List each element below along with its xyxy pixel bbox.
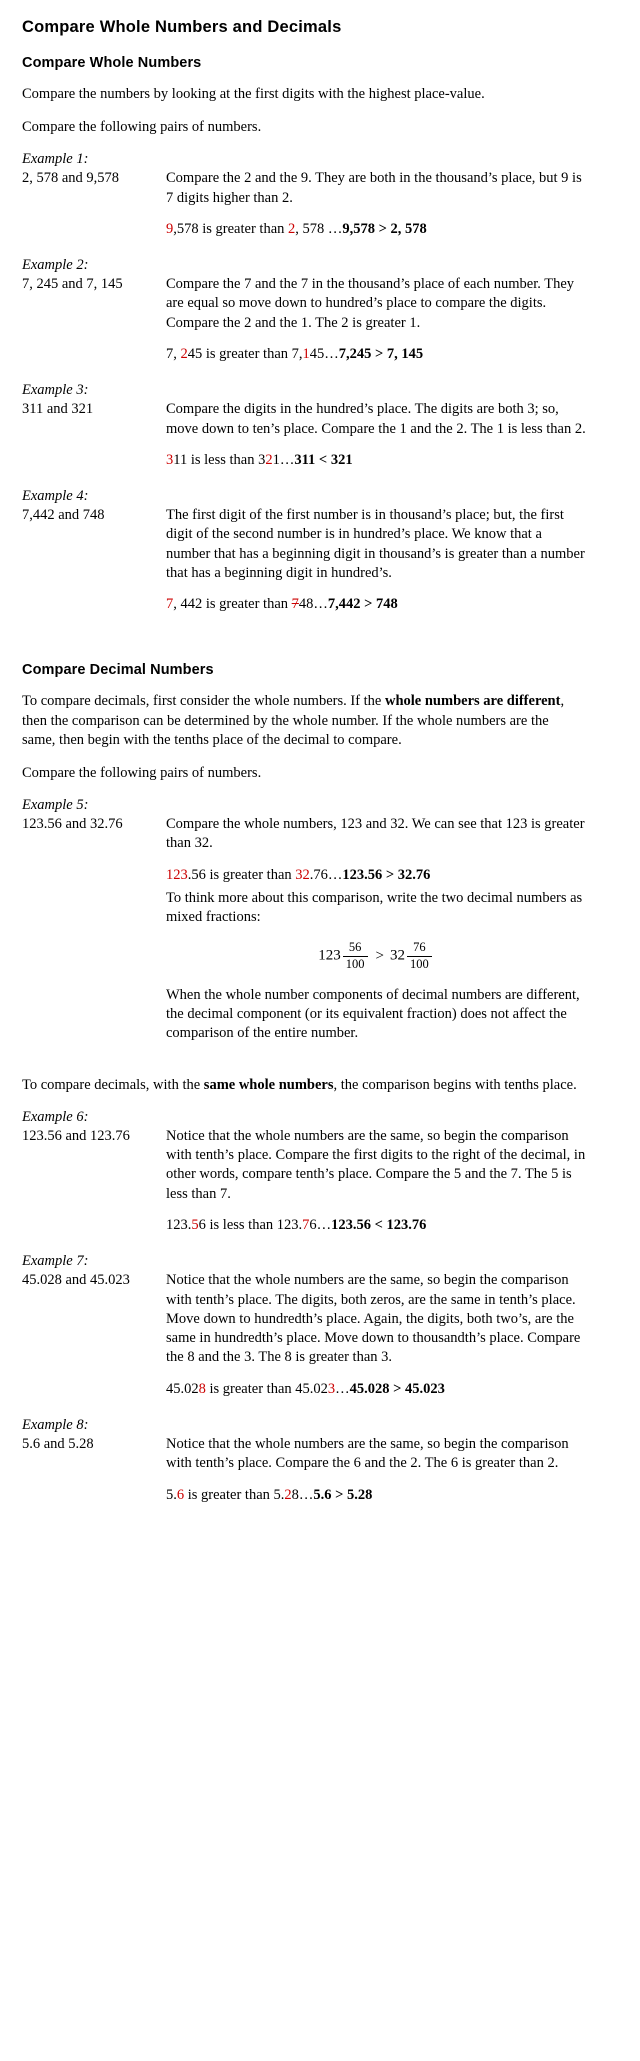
answer-segment: 7 — [166, 596, 174, 613]
answer-strikethrough: 7 — [291, 596, 299, 613]
example-explanation: Notice that the whole numbers are the same, so begin the comparison with tenth’s place. Compare the first digits to the right of the decimal, in other words, compare tenth’s place. Compare the 5 and the 7. The 5 is less than 7. — [166, 1127, 586, 1202]
answer-segment: 2 — [265, 451, 273, 468]
decimal-intro-paragraph-2: Compare the following pairs of numbers. — [22, 764, 262, 781]
example-answer — [166, 345, 586, 364]
answer-segment: ,578 is greater than — [173, 220, 289, 237]
text-emphasis: whole numbers are different — [384, 693, 561, 710]
same-whole-numbers-note — [22, 1076, 582, 1095]
fraction-left-whole: 123 — [318, 947, 341, 964]
example-answer — [166, 595, 586, 614]
example-7 — [22, 1253, 622, 1403]
answer-segment: 11 is less than 3 — [173, 451, 266, 468]
example-2 — [22, 257, 622, 368]
example-label: Example 6: — [22, 1108, 89, 1125]
example-numbers: 5.6 and 5.28 — [22, 1435, 94, 1452]
example-explanation: Compare the 7 and the 7 in the thousand’s place of each number. They are equal so move down to hundred’s place to compare the digits. Compare the 2 and the 1. The 2 is greater 1. — [166, 276, 575, 331]
text-segment: , the comparison begins with tenths place. — [333, 1076, 577, 1093]
answer-result: 7,442 > 748 — [327, 596, 398, 613]
answer-segment: .76… — [309, 866, 343, 883]
answer-segment: 5. — [166, 1486, 177, 1503]
example-answer — [166, 1216, 586, 1235]
answer-segment: .56 is greater than — [187, 866, 296, 883]
fraction-right — [407, 941, 432, 972]
example-explanation: Notice that the whole numbers are the same, so begin the comparison with tenth’s place. The digits, both zeros, are the same in tenth’s place. Move down to hundredth’s place. Again, the digits, both two’s, are the same in hundredth’s place. Move down to thousandth’s place. Compare the 8 and the 3. The 8 is greater than 3. — [166, 1272, 581, 1366]
answer-result: 123.56 > 32.76 — [342, 866, 431, 883]
intro-paragraph-2: Compare the following pairs of numbers. — [22, 119, 262, 136]
answer-segment: 6 — [176, 1486, 185, 1503]
fraction-right-whole: 32 — [389, 947, 405, 964]
fraction-denominator: 100 — [409, 957, 429, 972]
example-explanation: Compare the whole numbers, 123 and 32. We can see that 123 is greater than 32. — [166, 815, 585, 852]
answer-segment: 3 — [166, 451, 174, 468]
example-numbers: 7, 245 and 7, 145 — [22, 276, 123, 293]
example-followup-text: To think more about this comparison, write the two decimal numbers as mixed fractions: — [166, 889, 583, 926]
example-numbers: 311 and 321 — [22, 401, 94, 418]
answer-segment: is greater than 45.02 — [205, 1380, 328, 1397]
section-heading-whole-numbers: Compare Whole Numbers — [22, 55, 202, 71]
example-4 — [22, 488, 622, 618]
answer-result: 9,578 > 2, 578 — [342, 220, 427, 237]
example-explanation: Compare the 2 and the 9. They are both in the thousand’s place, but 9 is 7 digits higher than 2. — [166, 170, 582, 206]
example-3 — [22, 382, 622, 474]
answer-result: 5.6 > 5.28 — [313, 1486, 373, 1503]
answer-segment: 2 — [284, 1486, 292, 1503]
answer-segment: 48… — [298, 596, 328, 613]
answer-result: 45.028 > 45.023 — [349, 1380, 445, 1397]
text-segment: To compare decimals, with the — [22, 1076, 204, 1093]
example-explanation: Compare the digits in the hundred’s place. The digits are both 3; so, move down to ten’s place. Compare the 1 and the 2. The 1 is less than 2. — [166, 401, 586, 437]
answer-segment: is greater than 5. — [184, 1486, 285, 1503]
example-8 — [22, 1417, 622, 1509]
example-numbers: 2, 578 and 9,578 — [22, 170, 120, 187]
text-emphasis: same whole numbers — [203, 1076, 334, 1093]
answer-segment: 1… — [272, 451, 295, 468]
answer-segment: 7, — [166, 345, 181, 362]
answer-segment: 45 is greater than 7, — [187, 345, 303, 362]
answer-segment: 8 — [198, 1380, 206, 1397]
answer-segment: 1 — [302, 345, 310, 362]
answer-segment: 2 — [288, 220, 296, 237]
example-label: Example 3: — [22, 382, 89, 399]
example-numbers: 123.56 and 32.76 — [22, 815, 123, 832]
example-answer — [166, 220, 586, 239]
example-answer — [166, 451, 586, 470]
comparison-operator: > — [375, 947, 384, 964]
page-title: Compare Whole Numbers and Decimals — [22, 18, 342, 36]
answer-segment: 123. — [166, 1216, 192, 1233]
section-heading-decimal-numbers: Compare Decimal Numbers — [22, 662, 214, 679]
text-segment: To compare decimals, first consider the whole numbers. If the — [22, 693, 385, 710]
answer-segment: 32 — [295, 866, 310, 883]
fraction-denominator: 100 — [345, 957, 365, 972]
answer-segment: 9 — [166, 220, 174, 237]
example-closing-text: When the whole number components of decimal numbers are different, the decimal component (or its equivalent fraction) does not affect the comparison of the entire number. — [166, 986, 580, 1042]
example-label: Example 8: — [22, 1416, 89, 1433]
fraction-numerator: 76 — [407, 941, 432, 957]
answer-result: 7,245 > 7, 145 — [338, 345, 424, 362]
answer-segment: 123 — [166, 866, 188, 883]
text-segment: , then the comparison can be determined by the whole number. If the whole numbers are the same, then begin with the tenths place of the decimal to compare. — [22, 693, 565, 748]
answer-segment: 8… — [291, 1486, 314, 1503]
example-answer — [166, 1380, 586, 1399]
example-numbers: 45.028 and 45.023 — [22, 1272, 130, 1289]
answer-result: 123.56 < 123.76 — [331, 1216, 427, 1233]
answer-segment: … — [335, 1380, 350, 1397]
example-6 — [22, 1109, 622, 1239]
example-answer — [166, 1486, 586, 1505]
answer-segment: 7 — [302, 1216, 310, 1233]
example-explanation: The first digit of the first number is in thousand’s place; but, the first digit of the second number is in hundred’s place. We know that a number that has a beginning digit in thousand’s is greater than a number that has a beginning digit in hundred’s. — [166, 507, 585, 581]
example-label: Example 5: — [22, 796, 89, 813]
intro-paragraph-1: Compare the numbers by looking at the first digits with the highest place-value. — [22, 86, 485, 102]
answer-segment: 45.02 — [166, 1380, 199, 1397]
answer-segment: 3 — [327, 1380, 336, 1397]
answer-segment: , 578 … — [295, 220, 343, 237]
example-explanation: Notice that the whole numbers are the same, so begin the comparison with tenth’s place. Compare the 6 and the 2. The 6 is greater than 2. — [166, 1435, 569, 1472]
answer-segment: 6… — [309, 1216, 332, 1233]
answer-result: 311 < 321 — [294, 451, 353, 468]
answer-segment: , 442 is greater than — [173, 596, 292, 613]
example-label: Example 1: — [22, 151, 89, 168]
example-label: Example 4: — [22, 488, 89, 505]
decimal-intro-paragraph — [22, 692, 582, 749]
example-answer — [166, 866, 586, 885]
mixed-fraction-comparison — [166, 941, 586, 972]
answer-segment: 45… — [309, 345, 339, 362]
answer-segment: 5 — [191, 1216, 199, 1233]
fraction-left — [343, 941, 368, 972]
example-label: Example 7: — [22, 1253, 89, 1270]
example-numbers: 123.56 and 123.76 — [22, 1127, 130, 1144]
example-1 — [22, 151, 622, 243]
example-5 — [22, 797, 622, 1056]
fraction-numerator: 56 — [343, 941, 368, 957]
example-label: Example 2: — [22, 257, 89, 274]
answer-segment: 6 is less than 123. — [198, 1216, 303, 1233]
example-numbers: 7,442 and 748 — [22, 507, 105, 524]
answer-segment: 2 — [180, 345, 188, 362]
